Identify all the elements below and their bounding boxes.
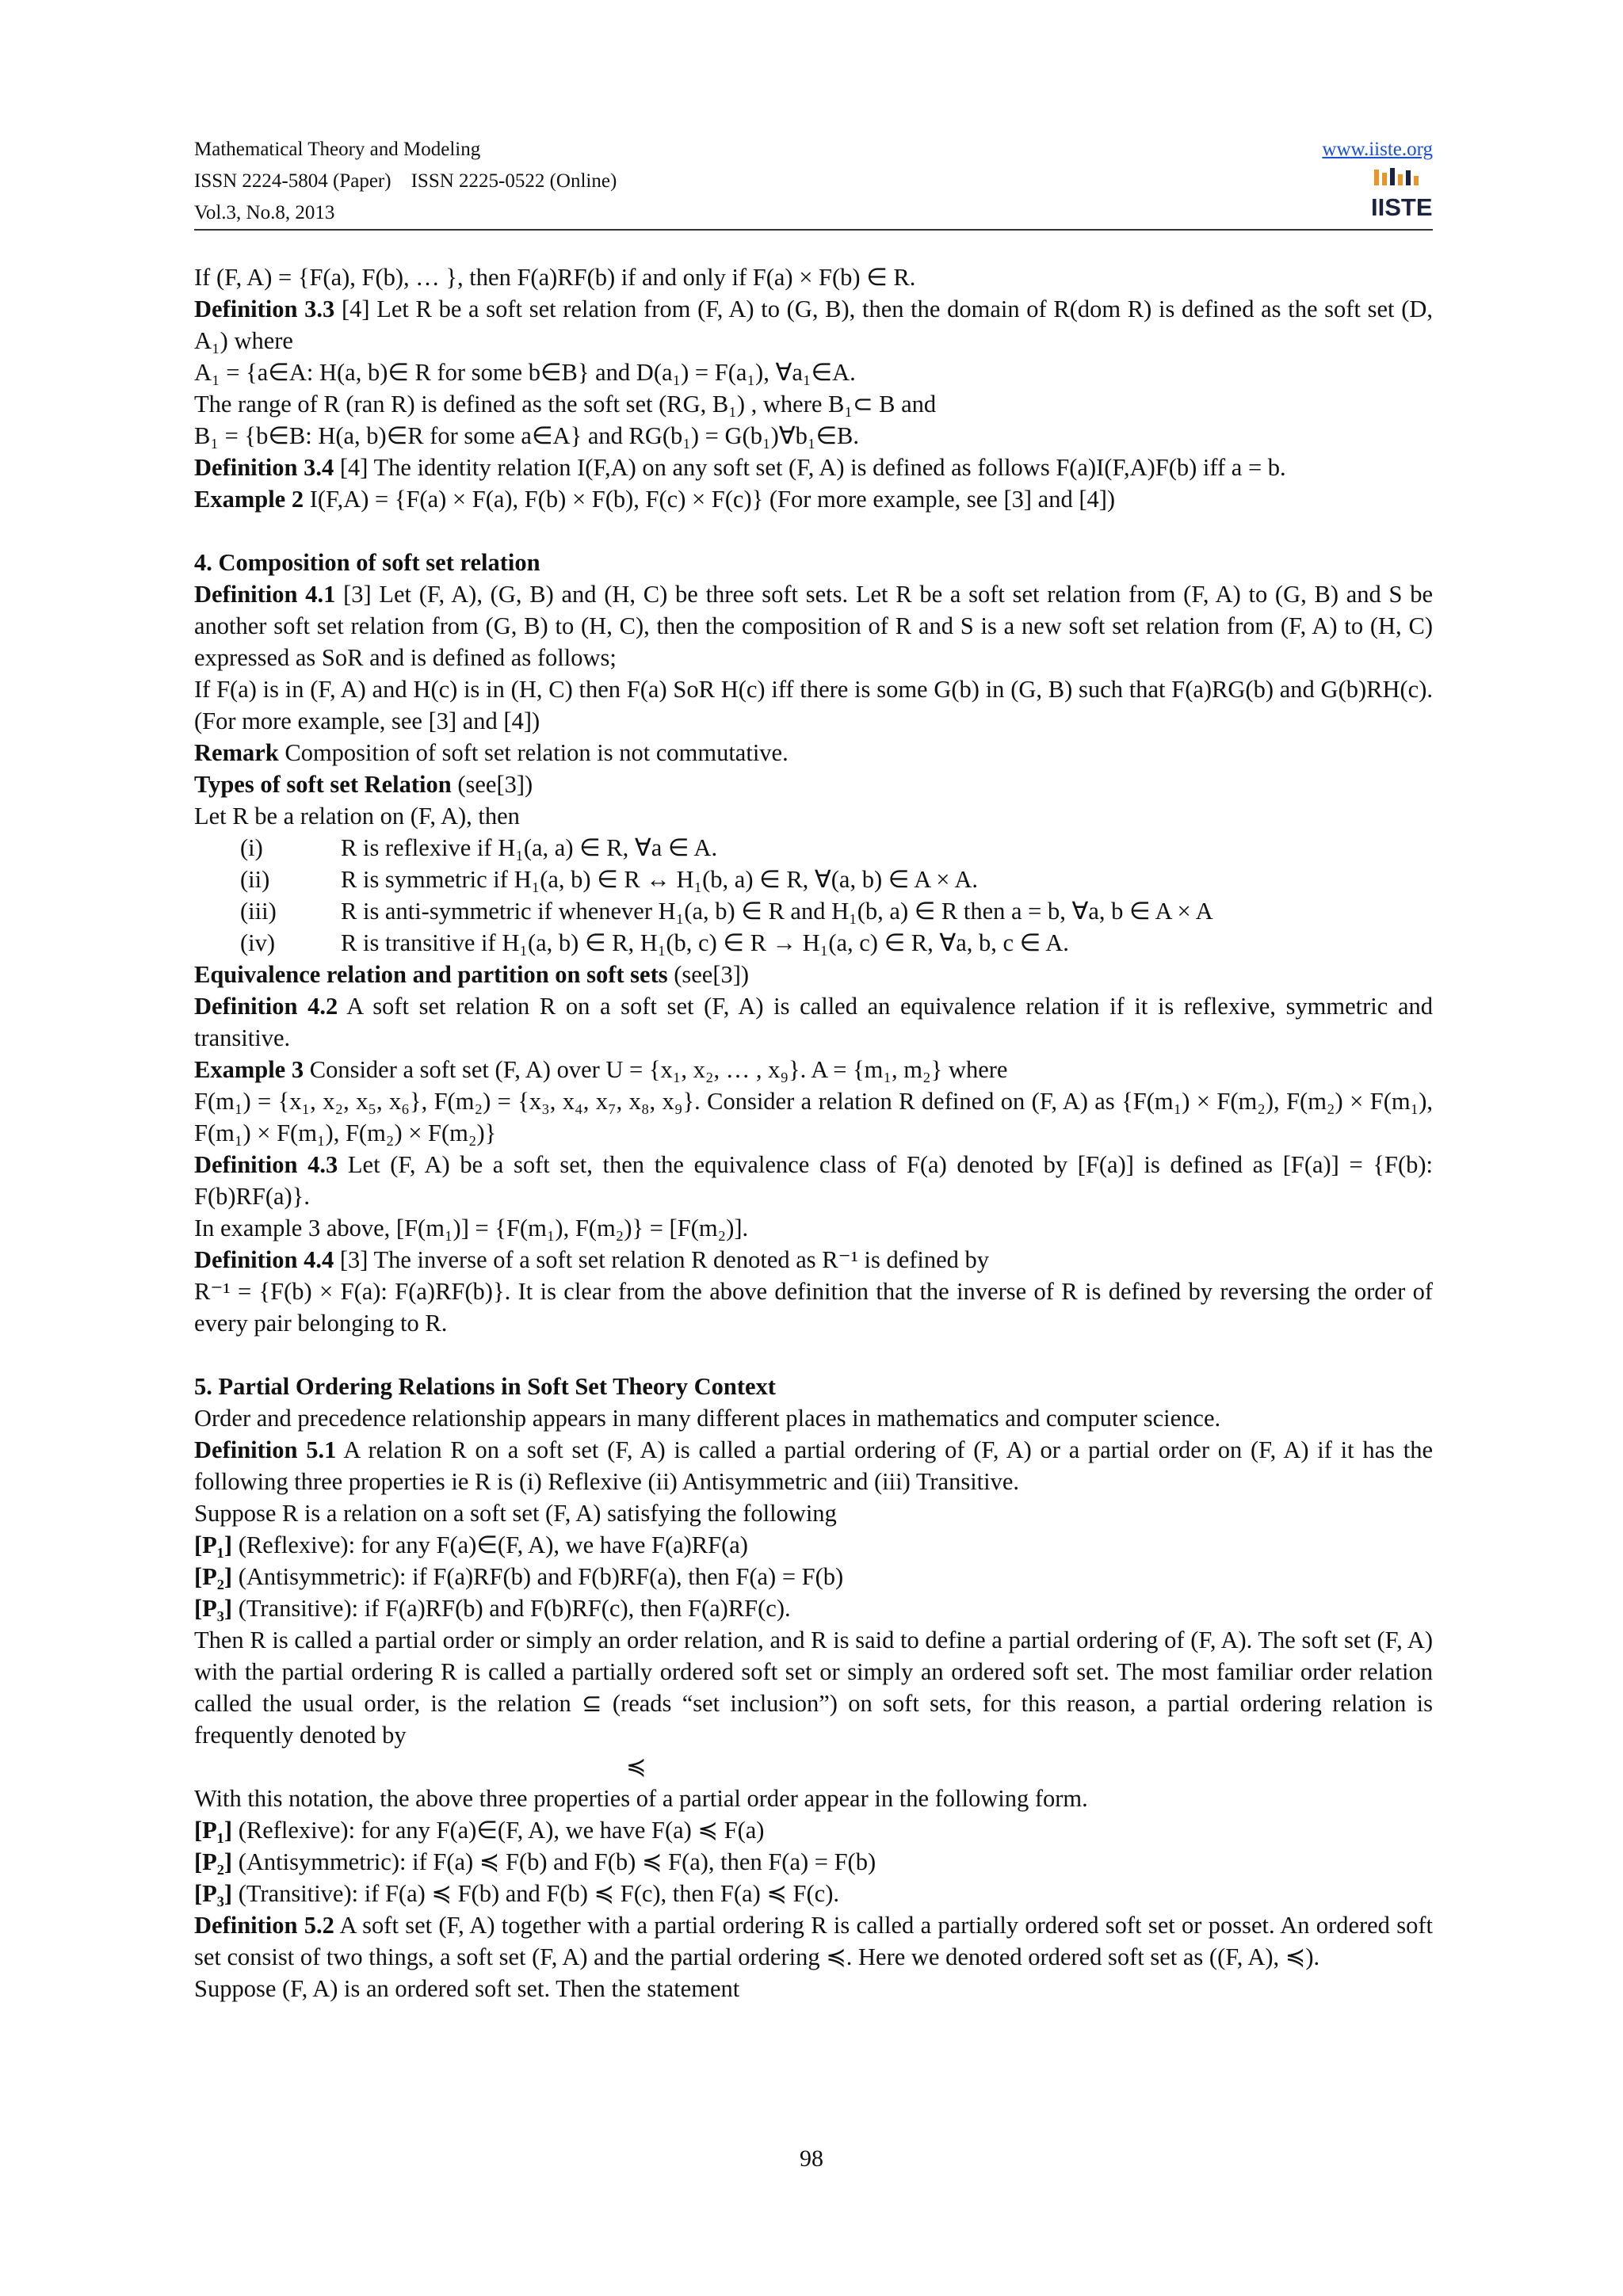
paragraph: Suppose (F, A) is an ordered soft set. Then the statement <box>194 1975 740 2002</box>
volume-line: Vol.3, No.8, 2013 <box>194 202 335 223</box>
property-p2: [P₂] (Antisymmetric): if F(a)RF(b) and F(b)RF(a), then F(a) = F(b) <box>194 1563 844 1590</box>
property-p1: [P₁] (Reflexive): for any F(a)∈(F, A), we have F(a)RF(a) <box>194 1531 748 1558</box>
property-p1: [P₁] (Reflexive): for any F(a)∈(F, A), we have F(a) ≼ F(a) <box>194 1817 765 1844</box>
equation-b1: B₁ = {b∈B: H(a, b)∈R for some a∈A} and RG(b₁) = G(b₁)∀b₁∈B. <box>194 422 860 449</box>
iiste-logo <box>1369 166 1433 223</box>
paragraph: Order and precedence relationship appears in many different places in mathematics and computer science. <box>194 1405 1221 1432</box>
journal-name: Mathematical Theory and Modeling <box>194 139 481 160</box>
example-2: Example 2 I(F,A) = {F(a) × F(a), F(b) × F(b), F(c) × F(c)} (For more example, see [3] and [4]) <box>194 486 1116 513</box>
paragraph: Suppose R is a relation on a soft set (F, A) satisfying the following <box>194 1500 837 1527</box>
equation-a1: A₁ = {a∈A: H(a, b)∈ R for some b∈B} and D(a₁) = F(a₁), ∀a₁∈A. <box>194 359 856 386</box>
list-item: (iii) R is anti-symmetric if whenever H₁(a, b) ∈ R and H₁(b, a) ∈ R then a = b, ∀a, b ∈ A × A <box>240 898 1213 925</box>
definition-5-2: Definition 5.2 A soft set (F, A) together with a partial ordering R is called a partially ordered soft set or posset. An ordered soft set consist of two things, a soft set (F, A) and the partial ordering ≼. Here we denoted ordered soft set as ((F, A), ≼). <box>194 1912 1433 1970</box>
paragraph: With this notation, the above three properties of a partial order appear in the following form. <box>194 1785 1088 1812</box>
journal-url-link[interactable]: www.iiste.org <box>1322 139 1433 160</box>
paragraph: R⁻¹ = {F(b) × F(a): F(a)RF(b)}. It is clear from the above definition that the inverse of R is defined by reversing the order of every pair belonging to R. <box>194 1278 1433 1337</box>
page-number: 98 <box>800 2145 823 2172</box>
page-content <box>194 261 1433 2004</box>
definition-4-4: Definition 4.4 [3] The inverse of a soft set relation R denoted as R⁻¹ is defined by <box>194 1246 990 1273</box>
definition-4-1: Definition 4.1 [3] Let (F, A), (G, B) and (H, C) be three soft sets. Let R be a soft set relation from (F, A) to (G, B) and S be another soft set relation from (G, B) to (H, C), then the composition of R and S is a new soft set relation from (F, A) to (H, C) expressed as SoR and is defined as follows; <box>194 581 1433 671</box>
list-item: (ii) R is symmetric if H₁(a, b) ∈ R ↔ H₁(b, a) ∈ R, ∀(a, b) ∈ A × A. <box>240 866 979 893</box>
section-4-heading: 4. Composition of soft set relation <box>194 549 540 576</box>
section-5-heading: 5. Partial Ordering Relations in Soft Set Theory Context <box>194 1373 776 1400</box>
paragraph: Then R is called a partial order or simply an order relation, and R is said to define a partial ordering of (F, A). The soft set (F, A) with the partial ordering R is called a partially ordered soft set or simply an ordered soft set. The most familiar order relation called the usual order, is the relation ⊆ (reads “set inclusion”) on soft sets, for this reason, a partial ordering relation is frequently denoted by <box>194 1627 1433 1749</box>
paragraph: F(m₁) = {x₁, x₂, x₅, x₆}, F(m₂) = {x₃, x₄, x₇, x₈, x₉}. Consider a relation R defined on (F, A) as {F(m₁) × F(m₂), F(m₂) × F(m₁), F(m₁) × F(m₁), F(m₂) × F(m₂)} <box>194 1088 1433 1146</box>
list-item: (iv) R is transitive if H₁(a, b) ∈ R, H₁(b, c) ∈ R → H₁(a, c) ∈ R, ∀a, b, c ∈ A. <box>240 929 1069 956</box>
paragraph: Let R be a relation on (F, A), then <box>194 803 520 830</box>
definition-3-4: Definition 3.4 [4] The identity relation I(F,A) on any soft set (F, A) is defined as follows F(a)I(F,A)F(b) iff a = b. <box>194 454 1286 481</box>
definition-4-2: Definition 4.2 A soft set relation R on a soft set (F, A) is called an equivalence relation if it is reflexive, symmetric and transitive. <box>194 993 1433 1051</box>
types-heading: Types of soft set Relation (see[3]) <box>194 771 533 798</box>
remark: Remark Composition of soft set relation is not commutative. <box>194 739 789 766</box>
property-p3: [P₃] (Transitive): if F(a)RF(b) and F(b)RF(c), then F(a)RF(c). <box>194 1595 791 1622</box>
paragraph: The range of R (ran R) is defined as the soft set (RG, B₁) , where B₁⊂ B and <box>194 391 937 418</box>
list-item: (i) R is reflexive if H₁(a, a) ∈ R, ∀a ∈ A. <box>240 834 718 861</box>
definition-4-3: Definition 4.3 Let (F, A) be a soft set, then the equivalence class of F(a) denoted by [F(a)] is defined as [F(a)] = {F(b): F(b)RF(a)}. <box>194 1151 1433 1210</box>
property-p2: [P₂] (Antisymmetric): if F(a) ≼ F(b) and F(b) ≼ F(a), then F(a) = F(b) <box>194 1848 876 1875</box>
definition-3-3: Definition 3.3 [4] Let R be a soft set relation from (F, A) to (G, B), then the domain of R(dom R) is defined as the soft set (D, A₁) where <box>194 296 1433 354</box>
paragraph: In example 3 above, [F(m₁)] = {F(m₁), F(m₂)} = [F(m₂)]. <box>194 1215 749 1241</box>
preceq-symbol: ≼ <box>626 1753 647 1780</box>
example-3: Example 3 Consider a soft set (F, A) over U = {x₁, x₂, … , x₉}. A = {m₁, m₂} where <box>194 1056 1008 1083</box>
paragraph: If (F, A) = {F(a), F(b), … }, then F(a)RF(b) if and only if F(a) × F(b) ∈ R. <box>194 264 916 291</box>
paragraph: If F(a) is in (F, A) and H(c) is in (H, C) then F(a) SoR H(c) iff there is some G(b) in (G, B) such that F(a)RG(b) and G(b)RH(c). (For more example, see [3] and [4]) <box>194 676 1433 734</box>
issn-line: ISSN 2224-5804 (Paper) ISSN 2225-0522 (Online) <box>194 170 617 192</box>
equivalence-heading: Equivalence relation and partition on soft sets (see[3]) <box>194 961 750 988</box>
types-list <box>194 832 1433 959</box>
definition-5-1: Definition 5.1 A relation R on a soft set (F, A) is called a partial ordering of (F, A) or a partial order on (F, A) if it has the following three properties ie R is (i) Reflexive (ii) Antisymmetric and (iii) Transitive. <box>194 1436 1434 1495</box>
logo-text: IISTE <box>1371 193 1433 221</box>
header-rule <box>194 229 1433 231</box>
property-p3: [P₃] (Transitive): if F(a) ≼ F(b) and F(b) ≼ F(c), then F(a) ≼ F(c). <box>194 1880 839 1907</box>
